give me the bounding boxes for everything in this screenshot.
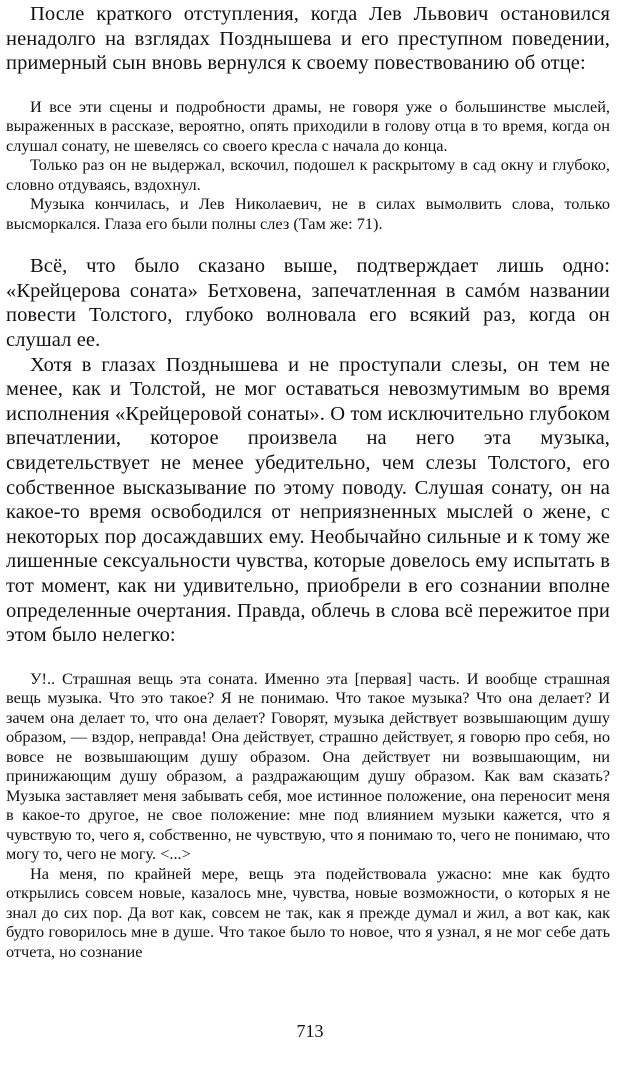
body-paragraph: Всё, что было сказано выше, подтверждает лишь одно: «Крейцерова соната» Бетховена, запечатленная в самóм названии повести Толстого, глубоко волновала его всякий раз, когда он слушал ее. bbox=[6, 255, 610, 352]
quote-paragraph: Музыка кончилась, и Лев Николаевич, не в силах вымолвить слова, только высморкался. Глаза его были полны слез (Там же: 71). bbox=[6, 194, 610, 233]
quote-block-pozdnyshev bbox=[6, 669, 610, 962]
body-paragraph: Хотя в глазах Позднышева и не проступали слезы, он тем не менее, как и Толстой, не мог оставаться невозмутимым во время исполнения «Крейцеровой сонаты». О том исключительно глубоком впечатлении, которое произвела на него эта музыка, свидетельствует не менее убедительно, чем слезы Толстого, его собственное высказывание по этому поводу. Слушая сонату, он на какое-то время освободился от неприязненных мыслей о жене, с некоторых пор досаждавших ему. Необычайно сильные и к тому же лишенные сексуальности чувства, которые довелось ему испытать в тот момент, как ни удивительно, приобрели в его сознании вполне определенные очертания. Правда, облечь в слова всё пережитое при этом было нелегко: bbox=[6, 353, 610, 647]
intro-paragraph: После краткого отступления, когда Лев Львович остановился ненадолго на взглядах Позднышева и его преступном поведении, примерный сын вновь вернулся к своему повествованию об отце: bbox=[6, 3, 610, 75]
quote-paragraph: На меня, по крайней мере, вещь эта подействовала ужасно: мне как будто открылись совсем новые, казалось мне, чувства, новые возможности, о которых я не знал до сих пор. Да вот как, совсем не так, как я прежде думал и жил, а вот как, как будто говорилось мне в душе. Что такое было то новое, что я узнал, я не мог себе дать отчета, но сознание bbox=[6, 863, 610, 961]
quote-block-tolstoy-sonata bbox=[6, 97, 610, 234]
page-number: 713 bbox=[296, 1021, 324, 1041]
quote-paragraph: У!.. Страшная вещь эта соната. Именно эта [первая] часть. И вообще страшная вещь музыка. Что это такое? Я не понимаю. Что такое музыка? Что она делает? И зачем она делает то, что она делает? Говорят, музыка действует возвышающим душу образом, — вздор, неправда! Она действует, страшно действует, я говорю про себя, но вовсе не возвышающим душу образом. Она действует ни возвышающим, ни принижающим душу образом, а раздражающим душу образом. Как вам сказать? Музыка заставляет меня забывать себя, мое истинное положение, она переносит меня в какое-то другое, не свое положение: мне под влиянием музыки кажется, что я чувствую то, чего я, собственно, не чувствую, что я понимаю то, чего не понимаю, что могу то, чего не могу. <...> bbox=[6, 668, 610, 864]
quote-paragraph: Только раз он не выдержал, вскочил, подошел к раскрытому в сад окну и глубоко, словно отдуваясь, вздохнул. bbox=[6, 155, 610, 194]
quote-paragraph: И все эти сцены и подробности драмы, не говоря уже о большинстве мыслей, выраженных в рассказе, вероятно, опять приходили в голову отца в то время, когда он слушал сонату, не шевелясь со своего кресла с начала до конца. bbox=[6, 96, 610, 155]
